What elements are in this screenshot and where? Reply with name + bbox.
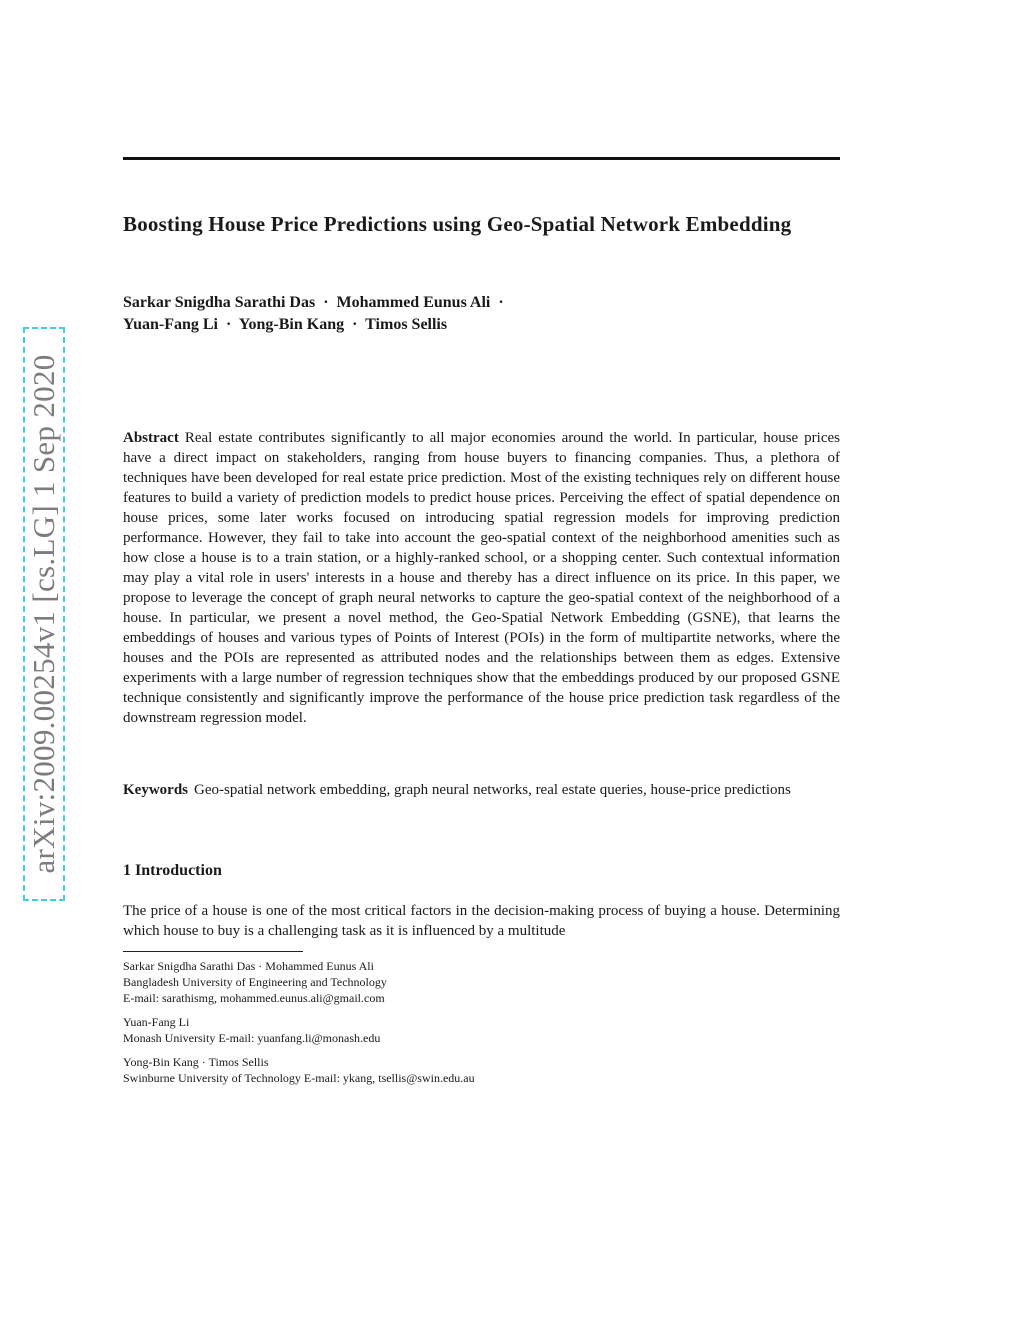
paper-title: Boosting House Price Predictions using Geo-Spatial Network Embedding [123, 212, 792, 236]
author-line-2: Yuan-Fang Li · Yong-Bin Kang · Timos Sellis [123, 316, 448, 333]
footnote-email: E-mail: sarathismg, mohammed.eunus.ali@gmail.com [123, 991, 385, 1005]
author-line-1: Sarkar Snigdha Sarathi Das · Mohammed Eunus Ali · [123, 294, 504, 311]
footnotes [123, 958, 723, 1094]
title-rule [123, 157, 840, 160]
footnote-affiliation-text: Swinburne University of Technology E-mail: ykang, tsellis@swin.edu.au [123, 1071, 475, 1085]
arxiv-stamp: arXiv:2009.00254v1 [cs.LG] 1 Sep 2020 [26, 354, 61, 874]
footnote-affiliation-text: Monash University E-mail: yuanfang.li@monash.edu [123, 1031, 381, 1045]
keywords-label: Keywords [123, 782, 188, 798]
keywords [123, 780, 840, 800]
footnote-affiliation-text: Bangladesh University of Engineering and Technology [123, 975, 387, 989]
footnote-affiliation [123, 1014, 723, 1046]
footnote-names: Yuan-Fang Li [123, 1015, 190, 1029]
footnote-affiliation [123, 1054, 723, 1086]
footnote-affiliation [123, 958, 723, 1006]
abstract [123, 428, 840, 728]
introduction-paragraph: The price of a house is one of the most critical factors in the decision-making process of buying a house. Determining which house to buy is a challenging task as it is influenced by a multitude [123, 903, 840, 939]
author-list [123, 292, 723, 336]
footnote-names: Yong-Bin Kang · Timos Sellis [123, 1055, 269, 1069]
footnote-names: Sarkar Snigdha Sarathi Das · Mohammed Eunus Ali [123, 959, 374, 973]
section-heading-introduction: 1 Introduction [123, 862, 222, 879]
abstract-text: Real estate contributes significantly to all major economies around the world. In particular, house prices have a direct impact on stakeholders, ranging from house buyers to financing companies. Thus, a plethora of techniques have been developed for real estate price prediction. Most of the existing techniques rely on different house features to build a variety of prediction models to predict house prices. Perceiving the effect of spatial dependence on house prices, some later works focused on introducing spatial regression models for improving prediction performance. However, they fail to take into account the geo-spatial context of the neighborhood amenities such as how close a house is to a train station, or a highly-ranked school, or a shopping center. Such contextual information may play a vital role in users' interests in a house and thereby has a direct influence on its price. In this paper, we propose to leverage the concept of graph neural networks to capture the geo-spatial context of the neighborhood of a house. In particular, we present a novel method, the Geo-Spatial Network Embedding (GSNE), that learns the embeddings of houses and various types of Points of Interest (POIs) in the form of multipartite networks, where the houses and the POIs are represented as attributed nodes and the relationships between them as edges. Extensive experiments with a large number of regression techniques show that the embeddings produced by our proposed GSNE technique consistently and significantly improve the performance of the house price prediction task regardless of the downstream regression model. [123, 430, 840, 726]
abstract-label: Abstract [123, 430, 179, 446]
footnote-rule [123, 951, 303, 952]
keywords-text: Geo-spatial network embedding, graph neural networks, real estate queries, house-price predictions [194, 782, 791, 798]
